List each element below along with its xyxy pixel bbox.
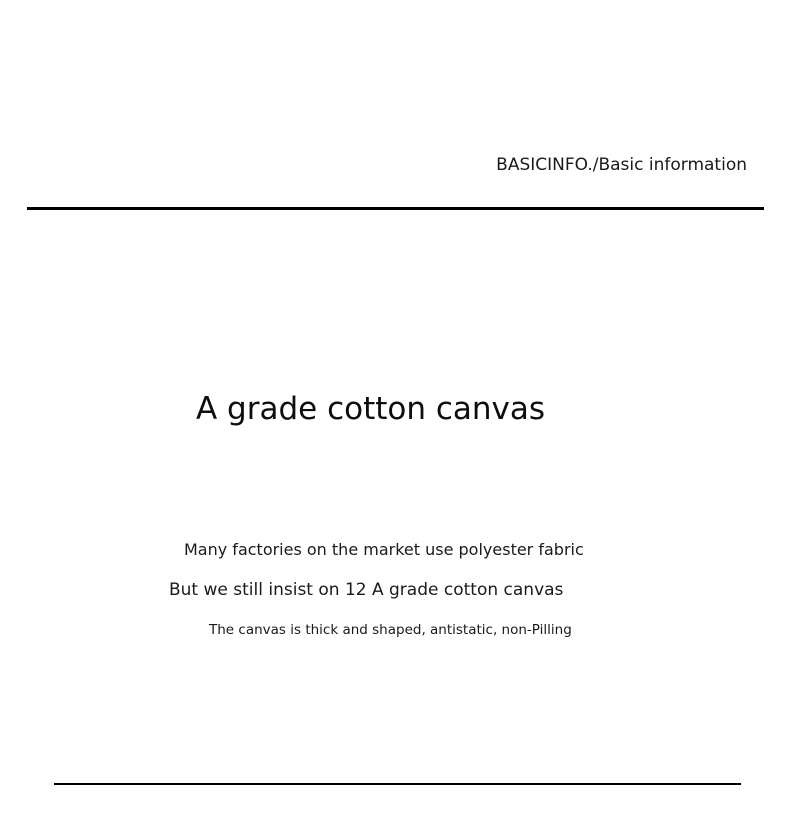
body-line-features: The canvas is thick and shaped, antistatic, non-Pilling — [209, 622, 572, 638]
body-line-polyester: Many factories on the market use polyester fabric — [184, 540, 584, 559]
top-divider — [27, 207, 764, 210]
bottom-divider — [54, 783, 741, 785]
headline: A grade cotton canvas — [196, 391, 546, 427]
body-line-cotton-canvas: But we still insist on 12 A grade cotton canvas — [169, 580, 564, 600]
section-label: BASICINFO./Basic information — [496, 155, 747, 175]
